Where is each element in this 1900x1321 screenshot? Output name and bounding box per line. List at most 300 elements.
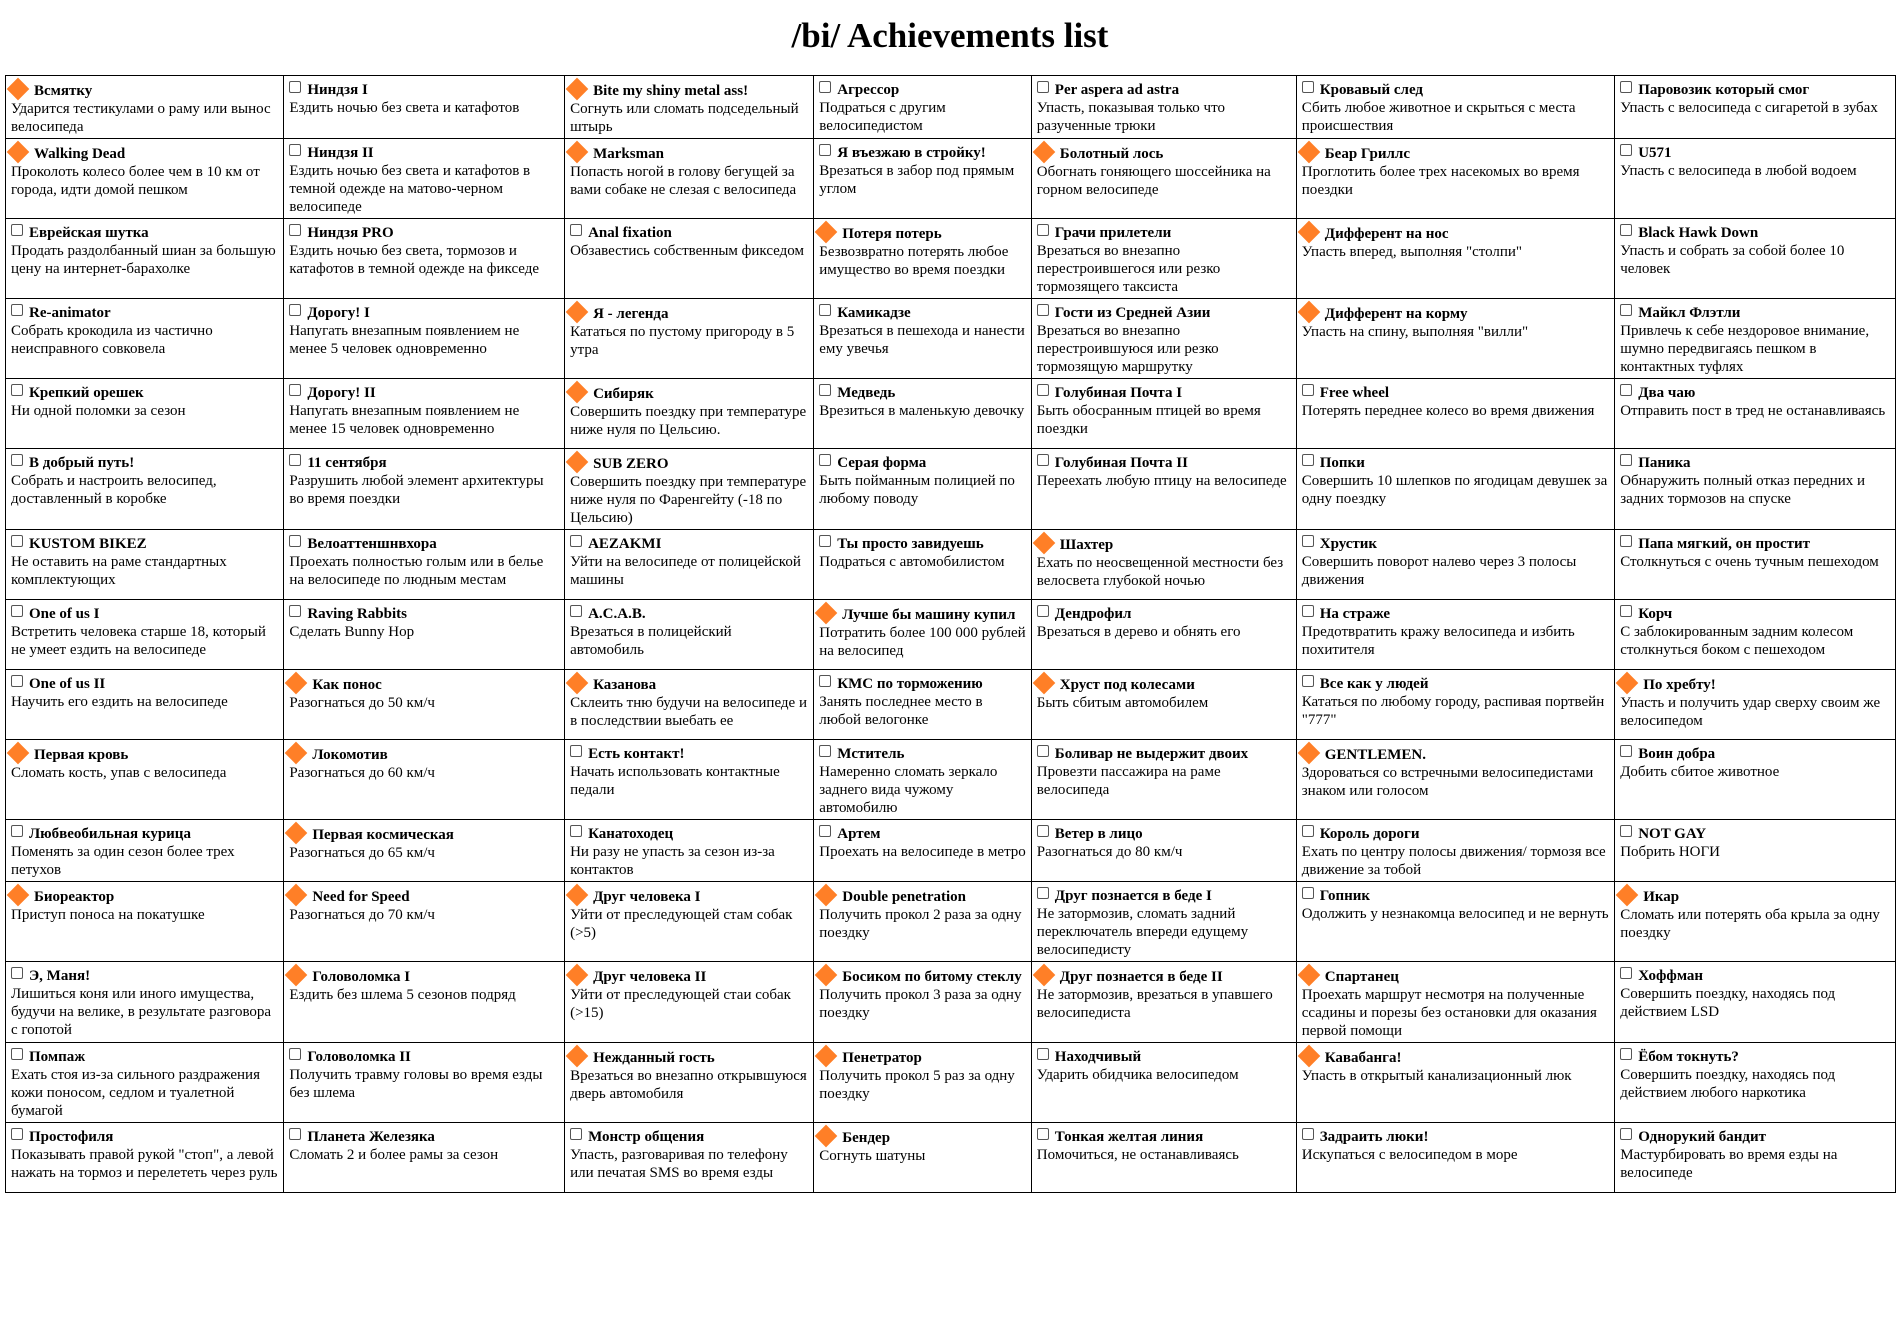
achievement-header bbox=[1620, 745, 1891, 763]
achievement-cell bbox=[1296, 670, 1614, 740]
unchecked-checkbox[interactable] bbox=[1037, 304, 1049, 316]
completed-diamond-icon[interactable] bbox=[7, 884, 30, 907]
unchecked-checkbox[interactable] bbox=[1620, 224, 1632, 236]
achievement-header bbox=[1620, 825, 1891, 843]
achievement-title: Мститель bbox=[837, 746, 905, 762]
achievement-cell bbox=[1031, 299, 1296, 379]
unchecked-checkbox[interactable] bbox=[1037, 224, 1049, 236]
achievement-description: Уйти от преследующей стам собак (>5) bbox=[570, 907, 793, 941]
achievement-cell bbox=[1031, 379, 1296, 449]
achievement-description: Помочиться, не останавливаясь bbox=[1036, 1147, 1239, 1163]
achievement-cell bbox=[814, 139, 1032, 219]
achievement-title: Еврейская шутка bbox=[29, 225, 149, 241]
unchecked-checkbox[interactable] bbox=[1620, 535, 1632, 547]
achievement-title: Боливар не выдержит двоих bbox=[1054, 746, 1249, 762]
completed-diamond-icon[interactable] bbox=[7, 141, 30, 164]
achievement-title: SUB ZERO bbox=[593, 456, 669, 472]
completed-diamond-icon[interactable] bbox=[566, 381, 589, 404]
completed-diamond-icon[interactable] bbox=[566, 301, 589, 324]
achievement-cell bbox=[565, 882, 814, 962]
achievement-header bbox=[1037, 825, 1292, 843]
completed-diamond-icon[interactable] bbox=[566, 451, 589, 474]
achievement-cell bbox=[1296, 530, 1614, 600]
unchecked-checkbox[interactable] bbox=[11, 605, 23, 617]
unchecked-checkbox[interactable] bbox=[11, 1128, 23, 1140]
completed-diamond-icon[interactable] bbox=[7, 742, 30, 765]
completed-diamond-icon[interactable] bbox=[815, 1125, 838, 1148]
unchecked-checkbox[interactable] bbox=[11, 304, 23, 316]
achievement-description: Научить его ездить на велосипеде bbox=[11, 694, 228, 710]
achievement-description: Сломать 2 и более рамы за сезон bbox=[289, 1147, 499, 1163]
unchecked-checkbox[interactable] bbox=[289, 384, 301, 396]
achievement-title: Ниндзя I bbox=[307, 82, 368, 98]
unchecked-checkbox[interactable] bbox=[11, 675, 23, 687]
achievement-title: Биореактор bbox=[34, 889, 115, 905]
achievement-header bbox=[819, 825, 1027, 843]
completed-diamond-icon[interactable] bbox=[1032, 964, 1055, 987]
achievement-description: Ехать по центру полосы движения/ тормозя все движение за тобой bbox=[1301, 844, 1606, 878]
unchecked-checkbox[interactable] bbox=[819, 745, 831, 757]
achievement-header bbox=[1037, 81, 1292, 99]
achievement-description: Упасть и собрать за собой более 10 человек bbox=[1620, 243, 1845, 277]
completed-diamond-icon[interactable] bbox=[566, 964, 589, 987]
achievement-description: Здороваться со встречными велосипедистами знаком или голосом bbox=[1301, 765, 1594, 799]
unchecked-checkbox[interactable] bbox=[570, 535, 582, 547]
achievement-header bbox=[570, 384, 809, 403]
achievement-header bbox=[819, 745, 1027, 763]
unchecked-checkbox[interactable] bbox=[11, 384, 23, 396]
achievement-cell bbox=[814, 1043, 1032, 1123]
achievement-description: Совершить 10 шлепков по ягодицам девушек за одну поездку bbox=[1301, 473, 1608, 507]
achievement-header bbox=[1620, 81, 1891, 99]
completed-diamond-icon[interactable] bbox=[1032, 141, 1055, 164]
unchecked-checkbox[interactable] bbox=[1620, 1048, 1632, 1060]
achievement-cell bbox=[814, 379, 1032, 449]
unchecked-checkbox[interactable] bbox=[1302, 1128, 1314, 1140]
achievement-cell bbox=[814, 670, 1032, 740]
completed-diamond-icon[interactable] bbox=[1032, 672, 1055, 695]
achievement-description: Получить прокол 5 раз за одну поездку bbox=[819, 1068, 1015, 1102]
unchecked-checkbox[interactable] bbox=[819, 304, 831, 316]
achievement-header bbox=[289, 454, 560, 472]
unchecked-checkbox[interactable] bbox=[11, 967, 23, 979]
achievement-cell bbox=[565, 1123, 814, 1193]
achievement-title: На страже bbox=[1319, 606, 1391, 622]
achievement-title: Болотный лось bbox=[1059, 146, 1164, 162]
unchecked-checkbox[interactable] bbox=[1302, 825, 1314, 837]
achievement-header bbox=[570, 304, 809, 323]
achievement-description: Приступ поноса на покатушке bbox=[11, 907, 205, 923]
achievement-cell bbox=[814, 820, 1032, 882]
completed-diamond-icon[interactable] bbox=[1616, 672, 1639, 695]
achievement-row bbox=[6, 449, 1896, 530]
achievement-cell bbox=[1296, 882, 1614, 962]
achievement-cell bbox=[1031, 820, 1296, 882]
unchecked-checkbox[interactable] bbox=[289, 224, 301, 236]
achievement-description: Сломать или потерять оба крыла за одну поездку bbox=[1620, 907, 1880, 941]
achievement-cell bbox=[1296, 1043, 1614, 1123]
achievement-header bbox=[819, 304, 1027, 322]
unchecked-checkbox[interactable] bbox=[11, 454, 23, 466]
achievement-description: Добить сбитое животное bbox=[1620, 764, 1780, 780]
achievement-title: Друг человека I bbox=[593, 889, 701, 905]
completed-diamond-icon[interactable] bbox=[566, 141, 589, 164]
unchecked-checkbox[interactable] bbox=[570, 745, 582, 757]
achievement-header bbox=[570, 1048, 809, 1067]
completed-diamond-icon[interactable] bbox=[285, 742, 308, 765]
achievement-cell bbox=[1296, 820, 1614, 882]
completed-diamond-icon[interactable] bbox=[1616, 884, 1639, 907]
completed-diamond-icon[interactable] bbox=[566, 884, 589, 907]
achievement-row bbox=[6, 1123, 1896, 1193]
achievement-header bbox=[1302, 81, 1610, 99]
achievement-header bbox=[11, 384, 279, 402]
unchecked-checkbox[interactable] bbox=[1037, 1048, 1049, 1060]
unchecked-checkbox[interactable] bbox=[11, 1048, 23, 1060]
achievement-cell bbox=[1031, 670, 1296, 740]
achievement-description: Побрить НОГИ bbox=[1620, 844, 1720, 860]
achievement-cell bbox=[814, 882, 1032, 962]
achievement-title: Планета Железяка bbox=[307, 1129, 435, 1145]
achievement-header bbox=[1302, 535, 1610, 553]
achievement-description: Проехать на велосипеде в метро bbox=[819, 844, 1026, 860]
page-title: /bi/ Achievements list bbox=[791, 16, 1109, 55]
unchecked-checkbox[interactable] bbox=[819, 454, 831, 466]
achievement-cell bbox=[1615, 139, 1896, 219]
achievement-title: Находчивый bbox=[1054, 1049, 1142, 1065]
achievement-title: Грачи прилетели bbox=[1054, 225, 1172, 241]
unchecked-checkbox[interactable] bbox=[1302, 535, 1314, 547]
achievement-cell bbox=[1031, 882, 1296, 962]
unchecked-checkbox[interactable] bbox=[11, 535, 23, 547]
completed-diamond-icon[interactable] bbox=[815, 602, 838, 625]
achievement-title: Корч bbox=[1638, 606, 1673, 622]
completed-diamond-icon[interactable] bbox=[7, 78, 30, 101]
achievement-title: Я въезжаю в стройку! bbox=[837, 145, 986, 161]
achievement-description: Быть обосранным птицей во время поездки bbox=[1036, 403, 1261, 437]
achievement-description: Уйти от преследующей стаи собак (>15) bbox=[570, 987, 791, 1021]
achievement-description: Совершить поездку при температуре ниже нуля по Цельсию. bbox=[570, 404, 807, 438]
achievement-description: Продать раздолбанный шиан за большую цену на интернет-барахолке bbox=[11, 243, 276, 277]
achievement-header bbox=[289, 144, 560, 162]
unchecked-checkbox[interactable] bbox=[1037, 745, 1049, 757]
achievement-description: Ни одной поломки за сезон bbox=[11, 403, 186, 419]
unchecked-checkbox[interactable] bbox=[819, 825, 831, 837]
unchecked-checkbox[interactable] bbox=[289, 144, 301, 156]
unchecked-checkbox[interactable] bbox=[289, 304, 301, 316]
achievement-title: Канатоходец bbox=[588, 826, 674, 842]
achievement-header bbox=[819, 224, 1027, 243]
achievement-description: Упасть на спину, выполняя "вилли" bbox=[1301, 324, 1529, 340]
completed-diamond-icon[interactable] bbox=[1297, 221, 1320, 244]
achievement-title: Помпаж bbox=[29, 1049, 86, 1065]
achievement-cell bbox=[6, 1043, 284, 1123]
achievement-row bbox=[6, 76, 1896, 139]
achievement-cell bbox=[6, 139, 284, 219]
achievement-title: One of us I bbox=[29, 606, 100, 622]
completed-diamond-icon[interactable] bbox=[566, 672, 589, 695]
unchecked-checkbox[interactable] bbox=[289, 1048, 301, 1060]
achievement-description: Отправить пост в тред не останавливаясь bbox=[1620, 403, 1886, 419]
unchecked-checkbox[interactable] bbox=[570, 825, 582, 837]
completed-diamond-icon[interactable] bbox=[1032, 532, 1055, 555]
achievement-title: Монстр общения bbox=[588, 1129, 705, 1145]
completed-diamond-icon[interactable] bbox=[815, 884, 838, 907]
completed-diamond-icon[interactable] bbox=[285, 822, 308, 845]
achievement-description: Упасть и получить удар сверху своим же велосипедом bbox=[1620, 695, 1881, 729]
unchecked-checkbox[interactable] bbox=[289, 605, 301, 617]
unchecked-checkbox[interactable] bbox=[1037, 605, 1049, 617]
achievement-header bbox=[819, 454, 1027, 472]
achievement-cell bbox=[1615, 962, 1896, 1043]
unchecked-checkbox[interactable] bbox=[1620, 304, 1632, 316]
achievement-row bbox=[6, 219, 1896, 299]
achievement-title: Есть контакт! bbox=[588, 746, 685, 762]
achievement-header bbox=[1302, 967, 1610, 986]
achievement-header bbox=[1620, 304, 1891, 322]
achievement-header bbox=[1302, 825, 1610, 843]
achievement-description: Потратить более 100 000 рублей на велосипед bbox=[819, 625, 1026, 659]
achievement-cell bbox=[6, 379, 284, 449]
achievement-cell bbox=[6, 740, 284, 820]
achievement-description: Упасть с велосипеда с сигаретой в зубах bbox=[1620, 100, 1878, 116]
achievement-cell bbox=[1031, 962, 1296, 1043]
achievement-header bbox=[11, 304, 279, 322]
achievement-description: Проглотить более трех насекомых во время поездки bbox=[1301, 164, 1580, 198]
achievement-description: Врезаться в забор под прямым углом bbox=[819, 163, 1015, 197]
achievement-cell bbox=[284, 219, 565, 299]
achievement-title: Потеря потерь bbox=[842, 226, 942, 242]
completed-diamond-icon[interactable] bbox=[1297, 301, 1320, 324]
unchecked-checkbox[interactable] bbox=[819, 384, 831, 396]
achievement-header bbox=[819, 605, 1027, 624]
achievement-title: Любвеобильная курица bbox=[29, 826, 191, 842]
achievement-header bbox=[1302, 224, 1610, 243]
achievement-cell bbox=[1296, 600, 1614, 670]
achievement-title: Головоломка I bbox=[312, 969, 411, 985]
achievement-cell bbox=[814, 219, 1032, 299]
achievement-title: Хруст под колесами bbox=[1059, 677, 1195, 693]
achievement-header bbox=[1620, 675, 1891, 694]
achievement-header bbox=[11, 605, 279, 623]
achievement-header bbox=[1302, 144, 1610, 163]
achievement-description: Напугать внезапным появлением не менее 5 человек одновременно bbox=[289, 323, 520, 357]
unchecked-checkbox[interactable] bbox=[1302, 605, 1314, 617]
unchecked-checkbox[interactable] bbox=[1037, 887, 1049, 899]
achievement-cell bbox=[284, 740, 565, 820]
achievement-header bbox=[1037, 675, 1292, 694]
completed-diamond-icon[interactable] bbox=[1297, 141, 1320, 164]
unchecked-checkbox[interactable] bbox=[11, 224, 23, 236]
achievement-title: Re-animator bbox=[29, 305, 111, 321]
achievement-title: Агрессор bbox=[837, 82, 900, 98]
achievement-description: Начать использовать контактные педали bbox=[570, 764, 780, 798]
unchecked-checkbox[interactable] bbox=[1620, 1128, 1632, 1140]
achievement-cell bbox=[565, 139, 814, 219]
unchecked-checkbox[interactable] bbox=[570, 1128, 582, 1140]
achievement-cell bbox=[1296, 1123, 1614, 1193]
achievement-cell bbox=[565, 820, 814, 882]
completed-diamond-icon[interactable] bbox=[815, 964, 838, 987]
achievement-row bbox=[6, 299, 1896, 379]
achievement-description: Не оставить на раме стандартных комплектующих bbox=[11, 554, 227, 588]
achievement-title: Кавабанга! bbox=[1324, 1050, 1402, 1066]
unchecked-checkbox[interactable] bbox=[570, 605, 582, 617]
completed-diamond-icon[interactable] bbox=[815, 1045, 838, 1068]
achievement-row bbox=[6, 740, 1896, 820]
completed-diamond-icon[interactable] bbox=[285, 672, 308, 695]
unchecked-checkbox[interactable] bbox=[1302, 675, 1314, 687]
unchecked-checkbox[interactable] bbox=[11, 825, 23, 837]
achievement-cell bbox=[284, 449, 565, 530]
achievement-title: AEZAKMI bbox=[588, 536, 662, 552]
achievement-description: Совершить поворот налево через 3 полосы движения bbox=[1301, 554, 1577, 588]
unchecked-checkbox[interactable] bbox=[1620, 605, 1632, 617]
achievement-title: Пенетратор bbox=[842, 1050, 922, 1066]
achievement-title: Воин добра bbox=[1638, 746, 1716, 762]
unchecked-checkbox[interactable] bbox=[289, 454, 301, 466]
achievement-description: Врезаться в пешехода и нанести ему увечья bbox=[819, 323, 1025, 357]
achievement-description: Показывать правой рукой "стоп", а левой нажать на тормоз и перелететь через руль bbox=[11, 1147, 278, 1181]
achievement-header bbox=[11, 81, 279, 100]
achievement-header bbox=[1037, 535, 1292, 554]
unchecked-checkbox[interactable] bbox=[819, 81, 831, 93]
achievement-description: Совершить поездку, находясь под действием любого наркотика bbox=[1620, 1067, 1836, 1101]
completed-diamond-icon[interactable] bbox=[1297, 1045, 1320, 1068]
achievement-title: Гопник bbox=[1319, 888, 1371, 904]
unchecked-checkbox[interactable] bbox=[1620, 745, 1632, 757]
achievement-row bbox=[6, 139, 1896, 219]
achievement-title: Паровозик который смог bbox=[1638, 82, 1810, 98]
achievement-title: Паника bbox=[1638, 455, 1691, 471]
achievement-description: Не затормозив, врезаться в упавшего велосипедиста bbox=[1036, 987, 1273, 1021]
unchecked-checkbox[interactable] bbox=[1620, 384, 1632, 396]
achievement-cell bbox=[565, 962, 814, 1043]
achievement-title: Спартанец bbox=[1324, 969, 1399, 985]
achievement-description: Переехать любую птицу на велосипеде bbox=[1036, 473, 1287, 489]
unchecked-checkbox[interactable] bbox=[1302, 384, 1314, 396]
unchecked-checkbox[interactable] bbox=[819, 675, 831, 687]
achievement-cell bbox=[1615, 820, 1896, 882]
achievement-cell bbox=[565, 379, 814, 449]
unchecked-checkbox[interactable] bbox=[819, 144, 831, 156]
achievement-title: Бендер bbox=[842, 1130, 891, 1146]
achievement-title: Дорогу! I bbox=[307, 305, 370, 321]
achievement-title: Босиком по битому стеклу bbox=[842, 969, 1022, 985]
achievement-header bbox=[11, 825, 279, 843]
achievement-header bbox=[1620, 224, 1891, 242]
achievement-description: Напугать внезапным появлением не менее 15 человек одновременно bbox=[289, 403, 520, 437]
achievement-cell bbox=[6, 449, 284, 530]
unchecked-checkbox[interactable] bbox=[1037, 454, 1049, 466]
achievement-description: Ездить без шлема 5 сезонов подряд bbox=[289, 987, 516, 1003]
unchecked-checkbox[interactable] bbox=[570, 224, 582, 236]
achievement-header bbox=[289, 1048, 560, 1066]
achievement-header bbox=[819, 1048, 1027, 1067]
achievement-description: Разрушить любой элемент архитектуры во время поездки bbox=[289, 473, 544, 507]
achievement-title: Попки bbox=[1319, 455, 1365, 471]
achievement-header bbox=[11, 144, 279, 163]
achievement-description: Упасть в открытый канализационный люк bbox=[1301, 1068, 1572, 1084]
unchecked-checkbox[interactable] bbox=[1302, 887, 1314, 899]
achievement-description: Мастурбировать во время езды на велосипеде bbox=[1620, 1147, 1838, 1181]
achievement-description: Проехать маршрут несмотря на полученные ссадины и порезы без остановки для оказания первой помощи bbox=[1301, 987, 1597, 1039]
achievement-header bbox=[289, 224, 560, 242]
achievement-header bbox=[570, 887, 809, 906]
achievement-title: Double penetration bbox=[842, 889, 966, 905]
unchecked-checkbox[interactable] bbox=[289, 1128, 301, 1140]
achievement-header bbox=[1302, 887, 1610, 905]
unchecked-checkbox[interactable] bbox=[1037, 384, 1049, 396]
achievement-description: Намеренно сломать зеркало заднего вида чужому автомобилю bbox=[819, 764, 998, 816]
achievement-title: Дорогу! II bbox=[307, 385, 376, 401]
achievement-title: Друг познается в беде I bbox=[1054, 888, 1212, 904]
achievement-cell bbox=[1296, 379, 1614, 449]
achievement-description: Собрать крокодила из частично неисправного совковела bbox=[11, 323, 213, 357]
completed-diamond-icon[interactable] bbox=[815, 221, 838, 244]
achievement-header bbox=[1620, 967, 1891, 985]
unchecked-checkbox[interactable] bbox=[1037, 81, 1049, 93]
completed-diamond-icon[interactable] bbox=[566, 1045, 589, 1068]
achievement-cell bbox=[1031, 1123, 1296, 1193]
achievement-cell bbox=[6, 820, 284, 882]
achievement-title: По хребту! bbox=[1643, 677, 1716, 693]
achievement-header bbox=[819, 675, 1027, 693]
unchecked-checkbox[interactable] bbox=[289, 535, 301, 547]
achievement-header bbox=[570, 81, 809, 100]
achievement-cell bbox=[1615, 219, 1896, 299]
achievement-title: Друг познается в беде II bbox=[1059, 969, 1223, 985]
achievement-title: Free wheel bbox=[1319, 385, 1390, 401]
unchecked-checkbox[interactable] bbox=[1620, 967, 1632, 979]
achievement-cell bbox=[284, 139, 565, 219]
achievement-description: Быть сбитым автомобилем bbox=[1036, 695, 1209, 711]
achievement-description: Столкнуться с очень тучным пешеходом bbox=[1620, 554, 1879, 570]
completed-diamond-icon[interactable] bbox=[285, 964, 308, 987]
unchecked-checkbox[interactable] bbox=[1037, 825, 1049, 837]
unchecked-checkbox[interactable] bbox=[1302, 81, 1314, 93]
achievement-title: Гости из Средней Азии bbox=[1054, 305, 1211, 321]
unchecked-checkbox[interactable] bbox=[289, 81, 301, 93]
achievement-cell bbox=[1031, 740, 1296, 820]
achievement-header bbox=[1620, 144, 1891, 162]
unchecked-checkbox[interactable] bbox=[1302, 454, 1314, 466]
achievement-description: Ехать стоя из-за сильного раздражения кожи поносом, седлом и туалетной бумагой bbox=[11, 1067, 260, 1119]
completed-diamond-icon[interactable] bbox=[1297, 742, 1320, 765]
achievement-header bbox=[1620, 535, 1891, 553]
unchecked-checkbox[interactable] bbox=[1037, 1128, 1049, 1140]
achievement-description: Предотвратить кражу велосипеда и избить похитителя bbox=[1301, 624, 1575, 658]
achievement-header bbox=[1037, 224, 1292, 242]
unchecked-checkbox[interactable] bbox=[819, 535, 831, 547]
achievement-title: Головоломка II bbox=[307, 1049, 411, 1065]
achievement-header bbox=[289, 304, 560, 322]
achievement-header bbox=[11, 745, 279, 764]
achievement-title: Всмятку bbox=[34, 83, 93, 99]
completed-diamond-icon[interactable] bbox=[566, 78, 589, 101]
unchecked-checkbox[interactable] bbox=[1620, 825, 1632, 837]
completed-diamond-icon[interactable] bbox=[285, 884, 308, 907]
unchecked-checkbox[interactable] bbox=[1620, 144, 1632, 156]
achievement-cell bbox=[1031, 600, 1296, 670]
unchecked-checkbox[interactable] bbox=[1620, 454, 1632, 466]
achievement-description: Ни разу не упасть за сезон из-за контактов bbox=[570, 844, 775, 878]
completed-diamond-icon[interactable] bbox=[1297, 964, 1320, 987]
achievement-header bbox=[1620, 887, 1891, 906]
unchecked-checkbox[interactable] bbox=[1620, 81, 1632, 93]
achievement-row bbox=[6, 820, 1896, 882]
achievement-description: Ударить обидчика велосипедом bbox=[1036, 1067, 1239, 1083]
